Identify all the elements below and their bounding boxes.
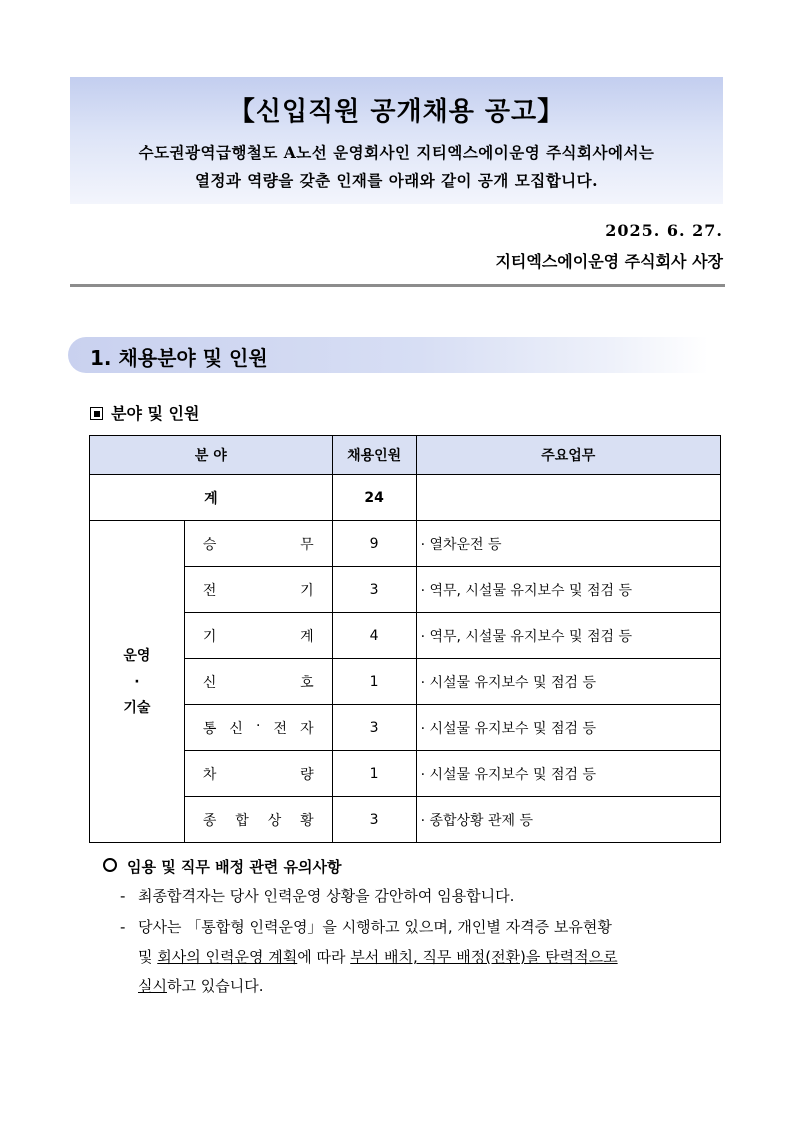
note-item	[120, 916, 612, 937]
announcement-intro-line-2: 열정과 역량을 갖춘 인재를 아래와 같이 공개 모집합니다.	[194, 171, 599, 190]
field-char: 무	[300, 536, 314, 553]
note-text: 하고 있습니다.	[166, 977, 264, 995]
field-char: 합	[235, 812, 249, 829]
note-text: 최종합격자는 당사 인력운영 상황을 감안하여 임용합니다.	[138, 887, 515, 905]
count-cell: 1	[332, 659, 416, 705]
category-cell	[90, 521, 185, 843]
total-count: 24	[332, 475, 416, 521]
duties-cell: · 종합상황 관제 등	[416, 797, 720, 843]
field-char: 전	[202, 582, 217, 599]
field-cell	[184, 613, 332, 659]
field-cell	[184, 567, 332, 613]
field-cell	[184, 705, 332, 751]
total-label: 계	[90, 475, 333, 521]
dash-bullet: -	[120, 887, 126, 905]
underlined-text: 실시	[138, 977, 167, 995]
count-cell: 9	[332, 521, 416, 567]
section-title: 1. 채용분야 및 인원	[90, 346, 268, 370]
count-cell: 3	[332, 705, 416, 751]
count-cell: 3	[332, 797, 416, 843]
header-field: 분 야	[90, 436, 333, 475]
underlined-text: 회사의 인력운영 계획	[157, 948, 298, 966]
field-cell	[184, 659, 332, 705]
field-cell	[184, 797, 332, 843]
square-bullet-icon	[90, 407, 103, 420]
field-char: 호	[300, 674, 314, 691]
table-row	[90, 751, 721, 797]
field-char: 신	[202, 674, 217, 691]
announcement-intro-line-1: 수도권광역급행철도 A노선 운영회사인 지티엑스에이운영 주식회사에서는	[138, 143, 655, 162]
note-text: 에 따라	[297, 948, 351, 966]
table-row	[90, 567, 721, 613]
note-continuation	[138, 946, 618, 967]
dash-bullet: -	[120, 918, 126, 936]
field-char: 상	[267, 812, 282, 829]
field-char: ·	[256, 717, 261, 734]
table-row	[90, 659, 721, 705]
announcement-date: 2025. 6. 27.	[605, 221, 723, 240]
category-line: ·	[134, 673, 140, 690]
announcement-title: 【신입직원 공개채용 공고】	[228, 97, 565, 127]
field-cell	[184, 521, 332, 567]
issuer: 지티엑스에이운영 주식회사 사장	[495, 252, 723, 271]
field-char: 전	[273, 720, 288, 737]
field-char: 기	[202, 628, 217, 645]
field-char: 자	[300, 720, 314, 737]
category-line: 기술	[123, 699, 151, 716]
field-char: 황	[300, 812, 314, 829]
table-row	[90, 705, 721, 751]
duties-cell: · 역무, 시설물 유지보수 및 점검 등	[416, 567, 720, 613]
table-row	[90, 797, 721, 843]
subheading	[90, 401, 199, 424]
count-cell: 1	[332, 751, 416, 797]
field-char: 종	[202, 812, 217, 829]
header-duties: 주요업무	[416, 436, 720, 475]
note-continuation	[138, 975, 263, 996]
field-char: 량	[300, 766, 314, 783]
count-cell: 3	[332, 567, 416, 613]
category-line: 운영	[123, 647, 151, 664]
subheading-text: 분야 및 인원	[111, 404, 200, 423]
divider	[70, 284, 725, 287]
field-char: 신	[229, 720, 243, 737]
field-char: 통	[202, 720, 217, 737]
field-char: 승	[202, 536, 217, 553]
duties-cell: · 시설물 유지보수 및 점검 등	[416, 705, 720, 751]
duties-cell: · 시설물 유지보수 및 점검 등	[416, 751, 720, 797]
note-text: 당사는 「통합형 인력운영」을 시행하고 있으며, 개인별 자격증 보유현황	[138, 918, 612, 936]
field-char: 계	[300, 628, 314, 645]
recruitment-table	[89, 435, 721, 843]
duties-cell: · 역무, 시설물 유지보수 및 점검 등	[416, 613, 720, 659]
table-header-row	[90, 436, 721, 475]
table-row	[90, 613, 721, 659]
note-text: 및	[138, 948, 158, 966]
field-char: 기	[300, 582, 314, 599]
field-cell	[184, 751, 332, 797]
notes-heading	[103, 856, 341, 877]
circle-bullet-icon	[103, 858, 117, 872]
table-row	[90, 521, 721, 567]
section-header	[68, 337, 708, 373]
duties-cell: · 시설물 유지보수 및 점검 등	[416, 659, 720, 705]
field-char: 차	[202, 766, 217, 783]
count-cell: 4	[332, 613, 416, 659]
notes-heading-text: 임용 및 직무 배정 관련 유의사항	[127, 858, 342, 876]
total-row	[90, 475, 721, 521]
underlined-text: 부서 배치, 직무 배정(전환)을 탄력적으로	[350, 948, 618, 966]
header-count: 채용인원	[332, 436, 416, 475]
announcement-banner	[70, 77, 723, 204]
total-duties	[416, 475, 720, 521]
note-item	[120, 885, 514, 906]
duties-cell: · 열차운전 등	[416, 521, 720, 567]
